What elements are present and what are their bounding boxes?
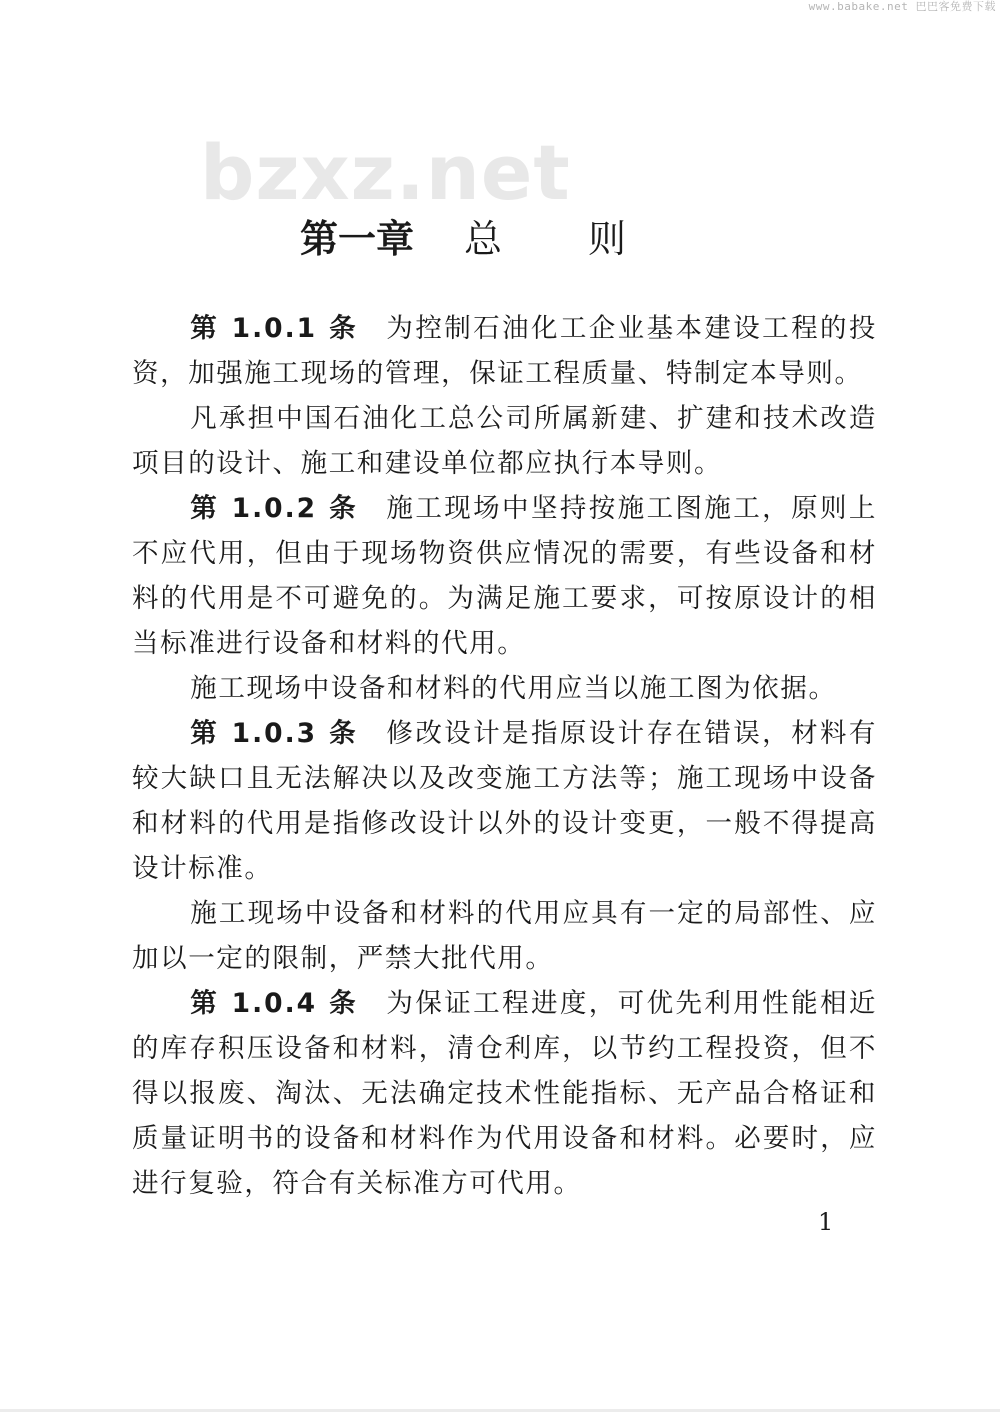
paragraph-text: 修改设计是指原设计存在错误，材料有较大缺口且无法解决以及改变施工方法等；施工现场中设备和材料的代用是指修改设计以外的设计变更，一般不得提高设计标准。: [132, 718, 877, 884]
clause-label: 第 1.0.4 条: [190, 988, 359, 1019]
paragraph-text: 为保证工程进度，可优先利用性能相近的库存积压设备和材料，清仓利库，以节约工程投资，但不得以报废、淘汰、无法确定技术性能指标、无产品合格证和质量证明书的设备和材料作为代用设备和材料。必要时，应进行复验，符合有关标准方可代用。: [132, 988, 877, 1199]
paragraph-1-0-3-b: [132, 891, 877, 981]
paragraph-1-0-1-b: [132, 396, 877, 486]
paragraph-text: 施工现场中设备和材料的代用应具有一定的局部性、应加以一定的限制，严禁大批代用。: [132, 898, 877, 974]
paragraph-1-0-4: [132, 981, 877, 1206]
clause-label: 第 1.0.2 条: [190, 493, 359, 524]
paragraph-text: 为控制石油化工企业基本建设工程的投资，加强施工现场的管理，保证工程质量、特制定本导则。: [132, 313, 877, 389]
chapter-title-char-2: 则: [588, 217, 627, 261]
paragraph-1-0-2-b: [132, 666, 877, 711]
clause-label: 第 1.0.1 条: [190, 313, 359, 344]
watermark: bzxz.net: [200, 128, 571, 217]
chapter-title-char-1: 总: [464, 217, 503, 261]
document-body: [132, 306, 877, 1206]
chapter-title: [300, 208, 660, 263]
paragraph-text: 凡承担中国石油化工总公司所属新建、扩建和技术改造项目的设计、施工和建设单位都应执行本导则。: [132, 403, 877, 479]
chapter-number: 第一章: [300, 216, 415, 261]
clause-label: 第 1.0.3 条: [190, 718, 359, 749]
paragraph-1-0-1: [132, 306, 877, 396]
bottom-divider: [0, 1409, 1000, 1412]
top-banner: www.babake.net 巴巴客免费下载: [808, 0, 996, 13]
paragraph-1-0-3: [132, 711, 877, 891]
paragraph-1-0-2: [132, 486, 877, 666]
paragraph-text: 施工现场中坚持按施工图施工，原则上不应代用，但由于现场物资供应情况的需要，有些设备和材料的代用是不可避免的。为满足施工要求，可按原设计的相当标准进行设备和材料的代用。: [132, 493, 877, 659]
paragraph-text: 施工现场中设备和材料的代用应当以施工图为依据。: [190, 673, 837, 704]
page-number: 1: [818, 1208, 834, 1236]
